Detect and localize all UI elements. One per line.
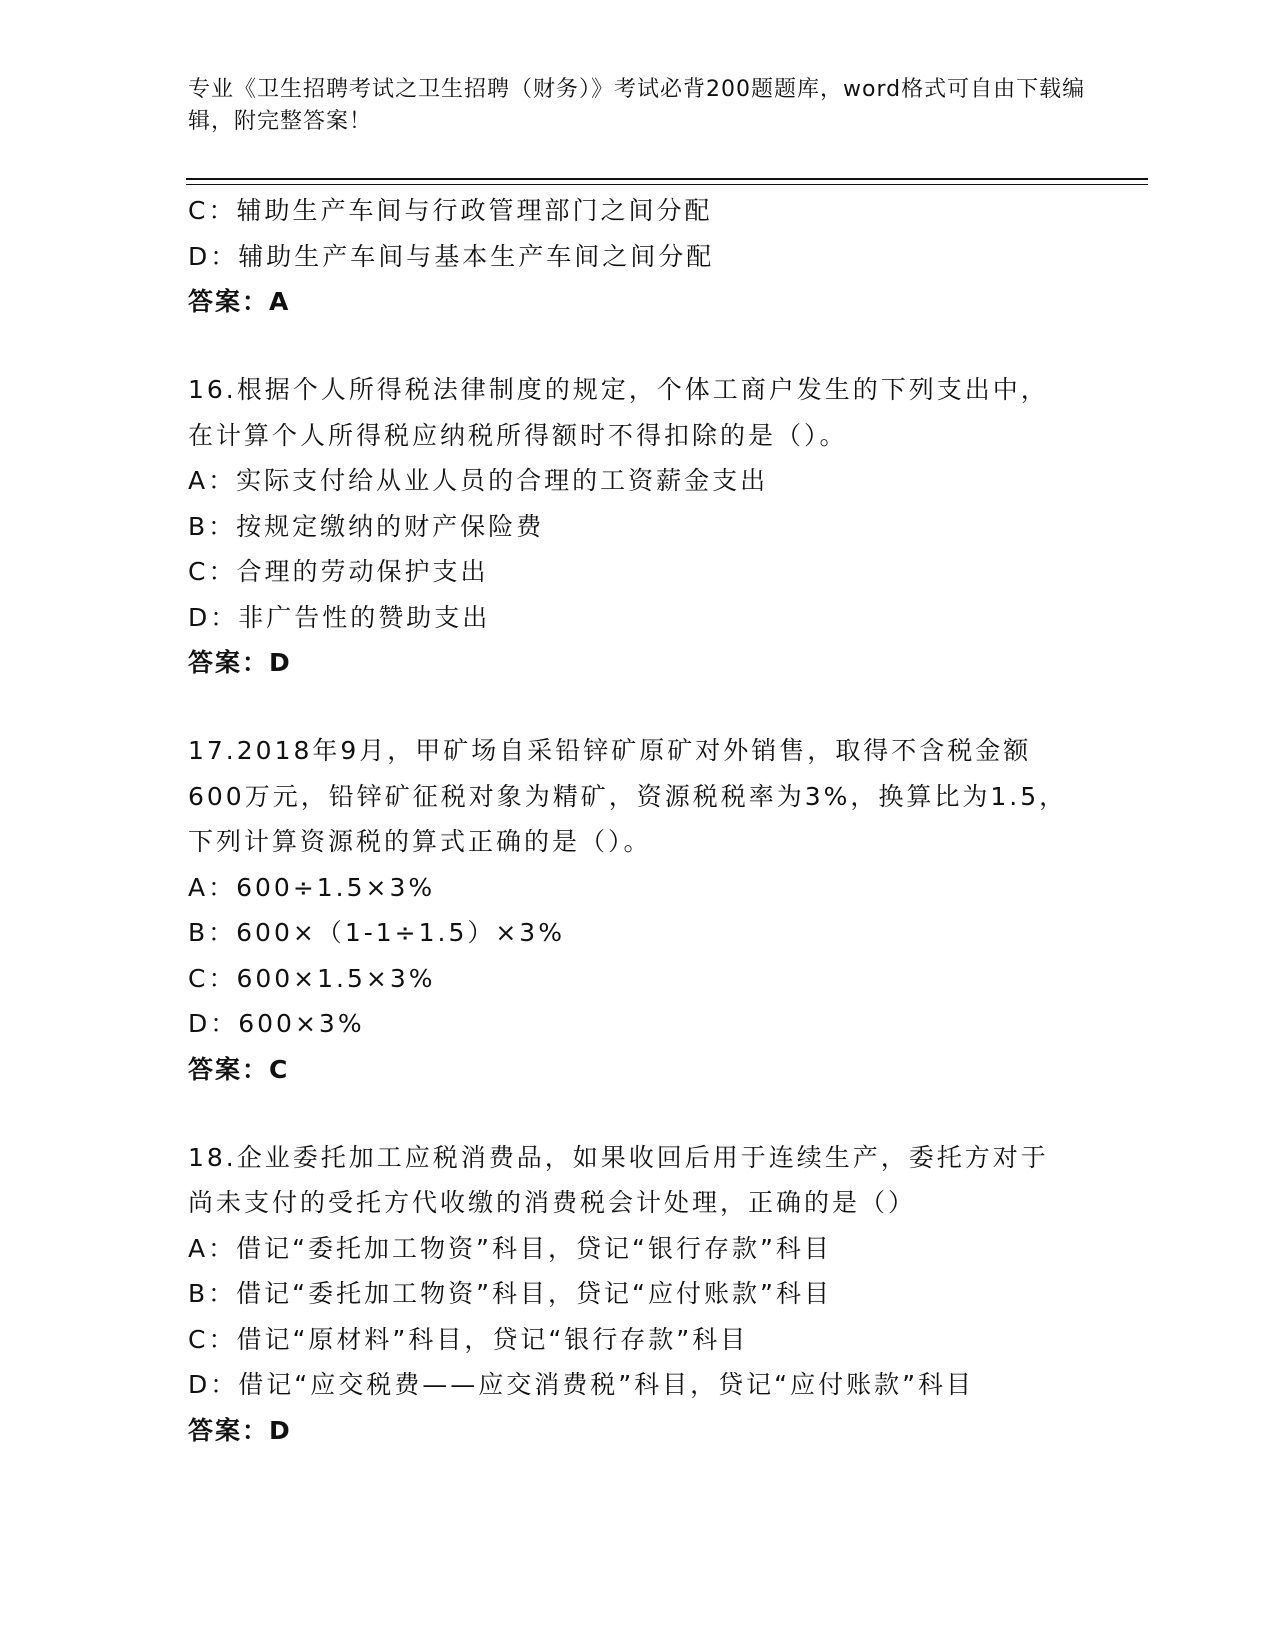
answer-line: 答案：D	[188, 648, 292, 677]
option-a: A：借记“委托加工物资”科目，贷记“银行存款”科目	[188, 1233, 832, 1263]
question-stem-line: 17.2018年9月，甲矿场自采铅锌矿原矿对外销售，取得不含税金额	[188, 736, 1032, 765]
spacer	[188, 1093, 1128, 1135]
option-a: A：600÷1.5×3%	[188, 872, 436, 902]
question-stem-line: 600万元，铅锌矿征税对象为精矿，资源税税率为3%，换算比为1.5，	[188, 781, 1068, 811]
question-stem-line: 在计算个人所得税应纳税所得额时不得扣除的是（）。	[188, 420, 848, 450]
header-rule-thick	[186, 178, 1148, 180]
question-17	[188, 728, 1128, 1093]
question-18	[188, 1135, 1128, 1454]
question-stem-line: 下列计算资源税的算式正确的是（）。	[188, 827, 652, 856]
option-c: C：借记“原材料”科目，贷记“银行存款”科目	[188, 1324, 749, 1354]
answer-line: 答案：A	[188, 287, 291, 316]
option-d: D：辅助生产车间与基本生产车间之间分配	[188, 241, 715, 271]
carry-over-question	[188, 188, 1128, 325]
option-c: C：合理的劳动保护支出	[188, 557, 489, 586]
spacer	[188, 686, 1128, 728]
option-d: D：借记“应交税费——应交消费税”科目，贷记“应付账款”科目	[188, 1370, 975, 1399]
option-b: B：600×（1-1÷1.5）×3%	[188, 918, 565, 947]
question-stem-line: 尚未支付的受托方代收缴的消费税会计处理，正确的是（）	[188, 1188, 917, 1217]
question-content	[188, 188, 1128, 1454]
header-rule-thin	[186, 184, 1148, 185]
answer-line: 答案：C	[188, 1054, 290, 1084]
option-c: C：辅助生产车间与行政管理部门之间分配	[188, 196, 713, 225]
question-16	[188, 367, 1128, 686]
option-d: D：非广告性的赞助支出	[188, 602, 491, 632]
option-d: D：600×3%	[188, 1009, 365, 1038]
option-b: B：按规定缴纳的财产保险费	[188, 511, 545, 541]
option-a: A：实际支付给从业人员的合理的工资薪金支出	[188, 466, 769, 495]
spacer	[188, 325, 1128, 367]
option-b: B：借记“委托加工物资”科目，贷记“应付账款”科目	[188, 1279, 832, 1308]
document-header: 专业《卫生招聘考试之卫生招聘（财务）》考试必背200题题库，word格式可自由下载编辑，附完整答案！	[188, 77, 1086, 134]
question-stem-line: 16.根据个人所得税法律制度的规定，个体工商户发生的下列支出中，	[188, 375, 1049, 404]
question-stem-line: 18.企业委托加工应税消费品，如果收回后用于连续生产，委托方对于	[188, 1142, 1049, 1172]
answer-line: 答案：D	[188, 1415, 292, 1445]
option-c: C：600×1.5×3%	[188, 963, 436, 993]
